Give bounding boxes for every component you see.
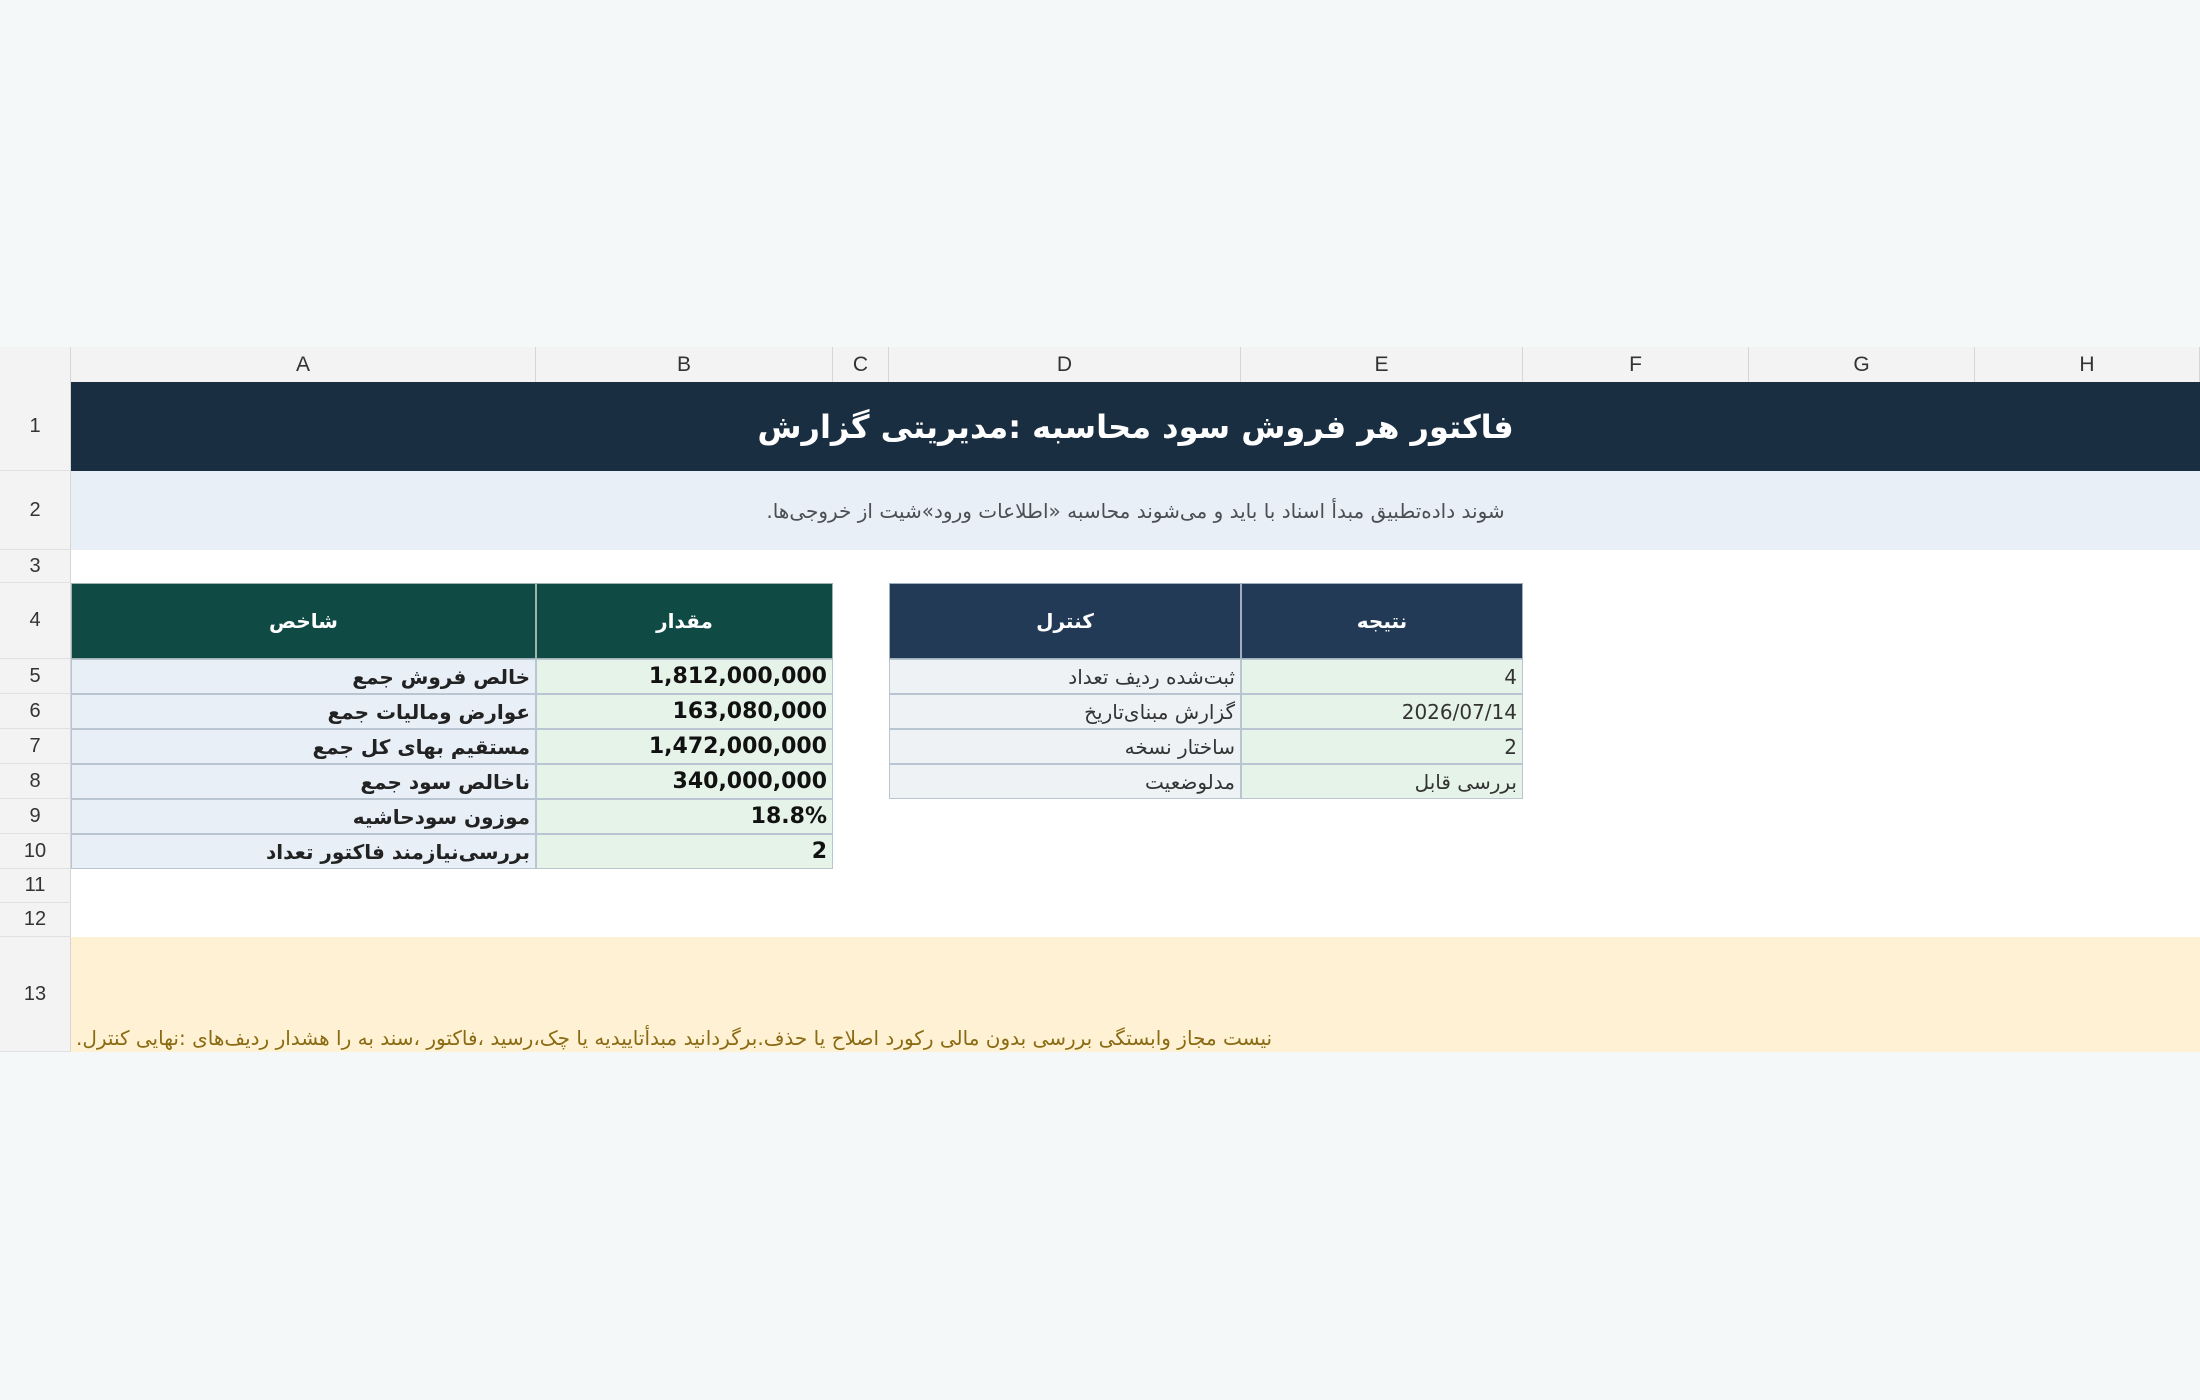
kpi-label-net-sales[interactable]: خالص فروش جمع — [71, 659, 536, 694]
column-header-bar — [0, 347, 2200, 383]
report-title[interactable]: فاکتور هر فروش سود محاسبه :مدیریتی گزارش — [71, 382, 2200, 471]
kpi-label-taxes[interactable]: عوارض ومالیات جمع — [71, 694, 536, 729]
report-subtitle[interactable]: .شوند داده‌تطبیق مبدأ اسناد با باید و می‌شوند محاسبه «اطلاعات ورود»شیت از خروجی‌ها — [71, 471, 2200, 550]
control-header-value[interactable]: نتیجه — [1241, 583, 1523, 659]
column-header-c[interactable]: C — [833, 347, 889, 382]
row-header-3[interactable]: 3 — [0, 550, 71, 583]
column-header-b[interactable]: B — [536, 347, 833, 382]
column-header-g[interactable]: G — [1749, 347, 1975, 382]
spreadsheet — [0, 347, 2200, 1052]
kpi-value-direct-cost[interactable]: 1,472,000,000 — [536, 729, 833, 764]
kpi-value-net-sales[interactable]: 1,812,000,000 — [536, 659, 833, 694]
row-header-5[interactable]: 5 — [0, 659, 71, 694]
kpi-label-gross-profit[interactable]: ناخالص سود جمع — [71, 764, 536, 799]
column-header-e[interactable]: E — [1241, 347, 1523, 382]
row-header-4[interactable]: 4 — [0, 583, 71, 659]
kpi-header-value[interactable]: مقدار — [536, 583, 833, 659]
row-header-7[interactable]: 7 — [0, 729, 71, 764]
kpi-value-taxes[interactable]: 163,080,000 — [536, 694, 833, 729]
control-value-version[interactable]: 2 — [1241, 729, 1523, 764]
kpi-header-label[interactable]: شاخص — [71, 583, 536, 659]
kpi-label-margin[interactable]: موزون سودحاشیه — [71, 799, 536, 834]
kpi-value-gross-profit[interactable]: 340,000,000 — [536, 764, 833, 799]
row-header-10[interactable]: 10 — [0, 834, 71, 869]
control-value-status[interactable]: بررسی قابل — [1241, 764, 1523, 799]
control-label-status[interactable]: مدلوضعیت — [889, 764, 1241, 799]
control-header-label[interactable]: کنترل — [889, 583, 1241, 659]
row-header-12[interactable]: 12 — [0, 903, 71, 937]
kpi-label-review-count[interactable]: بررسی‌نیازمند فاکتور تعداد — [71, 834, 536, 869]
column-header-h[interactable]: H — [1975, 347, 2200, 382]
control-label-report-date[interactable]: گزارش مبنای‌تاریخ — [889, 694, 1241, 729]
control-label-row-count[interactable]: ثبت‌شده ردیف تعداد — [889, 659, 1241, 694]
kpi-value-review-count[interactable]: 2 — [536, 834, 833, 869]
row-header-9[interactable]: 9 — [0, 799, 71, 834]
row-header-2[interactable]: 2 — [0, 471, 71, 550]
row-header-1[interactable]: 1 — [0, 382, 71, 471]
column-header-d[interactable]: D — [889, 347, 1241, 382]
row-header-11[interactable]: 11 — [0, 869, 71, 903]
kpi-value-margin[interactable]: 18.8% — [536, 799, 833, 834]
control-label-version[interactable]: ساختار نسخه — [889, 729, 1241, 764]
control-value-report-date[interactable]: 2026/07/14 — [1241, 694, 1523, 729]
select-all-corner[interactable] — [0, 347, 71, 382]
row-header-6[interactable]: 6 — [0, 694, 71, 729]
column-header-f[interactable]: F — [1523, 347, 1749, 382]
row-header-13[interactable]: 13 — [0, 937, 71, 1052]
kpi-label-direct-cost[interactable]: مستقیم بهای کل جمع — [71, 729, 536, 764]
control-value-row-count[interactable]: 4 — [1241, 659, 1523, 694]
final-control-note[interactable]: .نیست مجاز وابستگی بررسی بدون مالی رکورد اصلاح یا حذف.برگردانید مبدأتاییدیه یا چک،رسید ،فاکتور ،سند به را هشدار ردیف‌های :نهایی کنترل — [71, 937, 2200, 1052]
column-header-a[interactable]: A — [71, 347, 536, 382]
row-header-8[interactable]: 8 — [0, 764, 71, 799]
